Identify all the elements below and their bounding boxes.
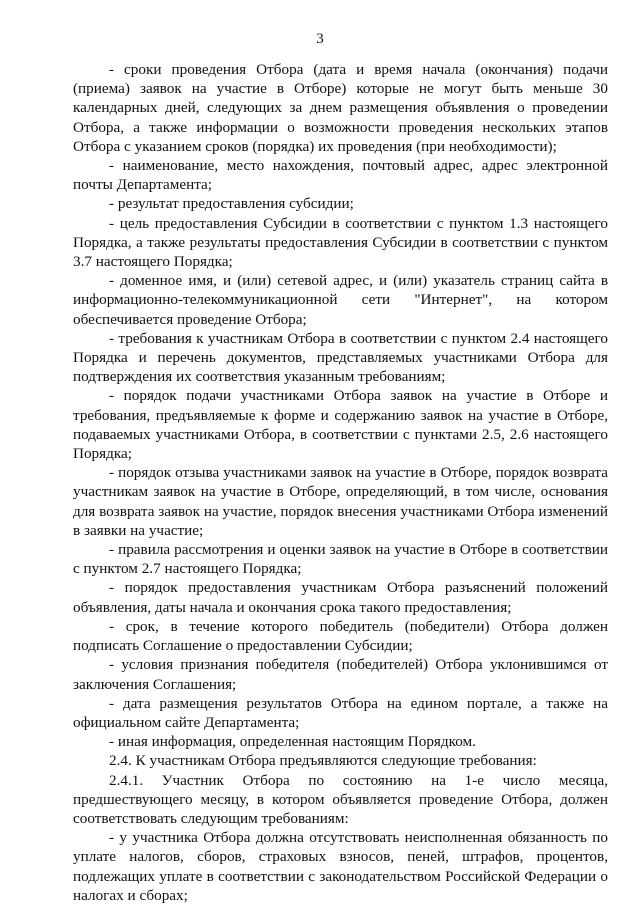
paragraph: - срок, в течение которого победитель (победители) Отбора должен подписать Соглашение о предоставлении Субсидии; bbox=[73, 617, 608, 655]
document-body bbox=[73, 60, 608, 905]
paragraph: - иная информация, определенная настоящим Порядком. bbox=[109, 733, 476, 751]
paragraph: - порядок предоставления участникам Отбора разъяснений положений объявления, даты начала и окончания срока такого предоставления; bbox=[73, 579, 608, 616]
paragraph: - требования к участникам Отбора в соответствии с пунктом 2.4 настоящего Порядка и перечень документов, представляемых участниками Отбора для подтверждения их соответствия указанным требованиям; bbox=[73, 329, 608, 386]
page-number: 3 bbox=[316, 31, 324, 47]
paragraph: 2.4.1. Участник Отбора по состоянию на 1-е число месяца, предшествующего месяцу, в котором объявляется проведение Отбора, должен соответствовать следующим требованиям: bbox=[73, 771, 608, 827]
paragraph: - порядок подачи участниками Отбора заявок на участие в Отборе и требования, предъявляемые к форме и содержанию заявок на участие в Отборе, подаваемых участниками Отбора, в соответствии с пунктами 2.5, 2.6 настоящего Порядка; bbox=[73, 387, 608, 463]
paragraph: - цель предоставления Субсидии в соответствии с пунктом 1.3 настоящего Порядка, а также результаты предоставления Субсидии в соответствии с пунктом 3.7 настоящего Порядка; bbox=[73, 214, 608, 271]
section-heading: 2.4. К участникам Отбора предъявляются следующие требования: bbox=[109, 752, 537, 770]
paragraph: - сроки проведения Отбора (дата и время начала (окончания) подачи (приема) заявок на участие в Отборе) которые не могут быть меньше 30 календарных дней, следующих за днем размещения объявления о проведении Отбора, а также информации о возможности проведения нескольких этапов Отбора с указанием сроков (порядка) их проведения (при необходимости); bbox=[73, 61, 608, 155]
paragraph: - порядок отзыва участниками заявок на участие в Отборе, порядок возврата участникам заявок на участие в Отборе, определяющий, в том числе, основания для возврата заявок на участие, порядок внесения участниками Отбора изменений в заявки на участие; bbox=[73, 464, 608, 539]
paragraph: - у участника Отбора должна отсутствовать неисполненная обязанность по уплате налогов, сборов, страховых взносов, пеней, штрафов, процентов, подлежащих уплате в соответствии с законодательством Российской Федерации о налогах и сборах; bbox=[73, 829, 608, 904]
paragraph: - дата размещения результатов Отбора на едином портале, а также на официальном сайте Департамента; bbox=[73, 694, 608, 731]
paragraph: - доменное имя, и (или) сетевой адрес, и (или) указатель страниц сайта в информационно-телекоммуникационной сети "Интернет", на котором обеспечивается проведение Отбора; bbox=[73, 272, 608, 328]
paragraph: - результат предоставления субсидии; bbox=[109, 195, 354, 213]
paragraph: - правила рассмотрения и оценки заявок на участие в Отборе в соответствии с пунктом 2.7 настоящего Порядка; bbox=[73, 541, 608, 578]
paragraph: - наименование, место нахождения, почтовый адрес, адрес электронной почты Департамента; bbox=[73, 157, 608, 194]
paragraph: - условия признания победителя (победителей) Отбора уклонившимся от заключения Соглашения; bbox=[73, 656, 608, 693]
